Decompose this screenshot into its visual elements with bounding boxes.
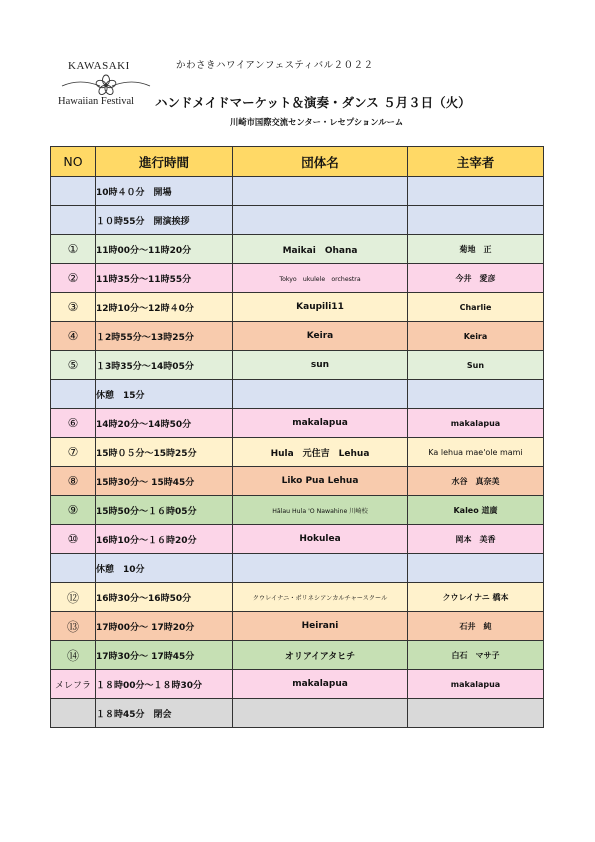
row-organizer: 白石 マサ子 xyxy=(408,641,544,670)
row-group: makalapua xyxy=(233,670,408,699)
row-group xyxy=(233,380,408,409)
table-row xyxy=(51,380,544,409)
row-number: ⑭ xyxy=(51,641,96,670)
logo-text-hawaiian-festival: Hawaiian Festival xyxy=(58,96,135,107)
row-number xyxy=(51,699,96,728)
row-group xyxy=(233,206,408,235)
row-group: クウレイナニ・ポリネシアンカルチャースクール xyxy=(233,583,408,612)
row-number: ⑤ xyxy=(51,351,96,380)
page-title: ハンドメイドマーケット＆演奏・ダンス ５月３日（火） xyxy=(155,95,471,110)
row-time: １3時35分～14時05分 xyxy=(96,351,233,380)
row-group: sun xyxy=(233,351,408,380)
row-group: Kaupili11 xyxy=(233,293,408,322)
column-header-no: NO xyxy=(51,147,96,177)
venue-name: 川崎市国際交流センター・レセプションルーム xyxy=(230,117,404,127)
row-number: ⑬ xyxy=(51,612,96,641)
row-number: ⑨ xyxy=(51,496,96,525)
row-group xyxy=(233,699,408,728)
row-time: 17時30分～ 17時45分 xyxy=(96,641,233,670)
row-number: ② xyxy=(51,264,96,293)
row-number xyxy=(51,206,96,235)
table-row xyxy=(51,206,544,235)
row-time: 10時４０分 開場 xyxy=(96,177,233,206)
table-row xyxy=(51,699,544,728)
row-time: 11時00分～11時20分 xyxy=(96,235,233,264)
row-organizer: Ka lehua mae'ole mami xyxy=(408,438,544,467)
table-row xyxy=(51,554,544,583)
logo-text-kawasaki: KAWASAKI xyxy=(68,60,130,72)
row-group: Hula 元住吉 Lehua xyxy=(233,438,408,467)
row-group: Maikai Ohana xyxy=(233,235,408,264)
table-row xyxy=(51,496,544,525)
schedule-body xyxy=(51,177,544,728)
hibiscus-icon xyxy=(60,74,152,96)
row-organizer: makalapua xyxy=(408,409,544,438)
table-row xyxy=(51,322,544,351)
festival-name: かわさきハワイアンフェスティバル２０２２ xyxy=(176,60,374,71)
row-time: 14時20分～14時50分 xyxy=(96,409,233,438)
row-time: １８時00分～１８時30分 xyxy=(96,670,233,699)
row-number: ① xyxy=(51,235,96,264)
row-organizer: 菊地 正 xyxy=(408,235,544,264)
row-group: makalapua xyxy=(233,409,408,438)
row-organizer: Sun xyxy=(408,351,544,380)
row-organizer: 水谷 真奈美 xyxy=(408,467,544,496)
row-time: 11時35分～11時55分 xyxy=(96,264,233,293)
row-group: Liko Pua Lehua xyxy=(233,467,408,496)
row-organizer xyxy=(408,177,544,206)
row-time: 休憩 10分 xyxy=(96,554,233,583)
row-organizer xyxy=(408,380,544,409)
table-row xyxy=(51,293,544,322)
table-row xyxy=(51,351,544,380)
row-time: 16時10分～１６時20分 xyxy=(96,525,233,554)
row-time: 15時50分～１６時05分 xyxy=(96,496,233,525)
table-row xyxy=(51,235,544,264)
row-group: Hokulea xyxy=(233,525,408,554)
row-number xyxy=(51,380,96,409)
table-row xyxy=(51,438,544,467)
row-time: 16時30分～16時50分 xyxy=(96,583,233,612)
row-number: ③ xyxy=(51,293,96,322)
row-group xyxy=(233,554,408,583)
row-time: 15時30分～ 15時45分 xyxy=(96,467,233,496)
row-number: ⑩ xyxy=(51,525,96,554)
column-header-group: 団体名 xyxy=(233,147,408,177)
column-header-time: 進行時間 xyxy=(96,147,233,177)
row-organizer: Charlie xyxy=(408,293,544,322)
table-row xyxy=(51,612,544,641)
table-row xyxy=(51,670,544,699)
row-time: １０時55分 開演挨拶 xyxy=(96,206,233,235)
row-number: ⑧ xyxy=(51,467,96,496)
row-organizer: クウレイナニ 橋本 xyxy=(408,583,544,612)
row-group xyxy=(233,177,408,206)
row-organizer xyxy=(408,699,544,728)
row-number xyxy=(51,554,96,583)
row-time: 休憩 15分 xyxy=(96,380,233,409)
row-time: 15時０５分～15時25分 xyxy=(96,438,233,467)
row-number: ⑫ xyxy=(51,583,96,612)
row-number xyxy=(51,177,96,206)
row-organizer: Kaleo 道廣 xyxy=(408,496,544,525)
table-row xyxy=(51,641,544,670)
row-number: ⑦ xyxy=(51,438,96,467)
row-organizer: 岡本 美香 xyxy=(408,525,544,554)
column-header-organizer: 主宰者 xyxy=(408,147,544,177)
table-header-row xyxy=(51,147,544,177)
row-group: Hālau Hula 'O Nawahine 川崎校 xyxy=(233,496,408,525)
row-organizer xyxy=(408,554,544,583)
row-organizer: 今井 愛彦 xyxy=(408,264,544,293)
row-group: Keira xyxy=(233,322,408,351)
table-row xyxy=(51,264,544,293)
festival-logo xyxy=(56,60,156,112)
row-organizer: Keira xyxy=(408,322,544,351)
row-time: 12時10分～12時４0分 xyxy=(96,293,233,322)
row-time: １2時55分～13時25分 xyxy=(96,322,233,351)
table-row xyxy=(51,177,544,206)
row-organizer: makalapua xyxy=(408,670,544,699)
row-number: メレフラ xyxy=(51,670,96,699)
schedule-table xyxy=(50,146,544,728)
row-group: Tokyo ukulele orchestra xyxy=(233,264,408,293)
table-row xyxy=(51,467,544,496)
row-time: 17時00分～ 17時20分 xyxy=(96,612,233,641)
row-organizer: 石井 純 xyxy=(408,612,544,641)
row-group: オリアイアタヒチ xyxy=(233,641,408,670)
row-organizer xyxy=(408,206,544,235)
table-row xyxy=(51,583,544,612)
row-time: １８時45分 閉会 xyxy=(96,699,233,728)
row-group: Heirani xyxy=(233,612,408,641)
table-row xyxy=(51,409,544,438)
row-number: ⑥ xyxy=(51,409,96,438)
row-number: ④ xyxy=(51,322,96,351)
table-row xyxy=(51,525,544,554)
